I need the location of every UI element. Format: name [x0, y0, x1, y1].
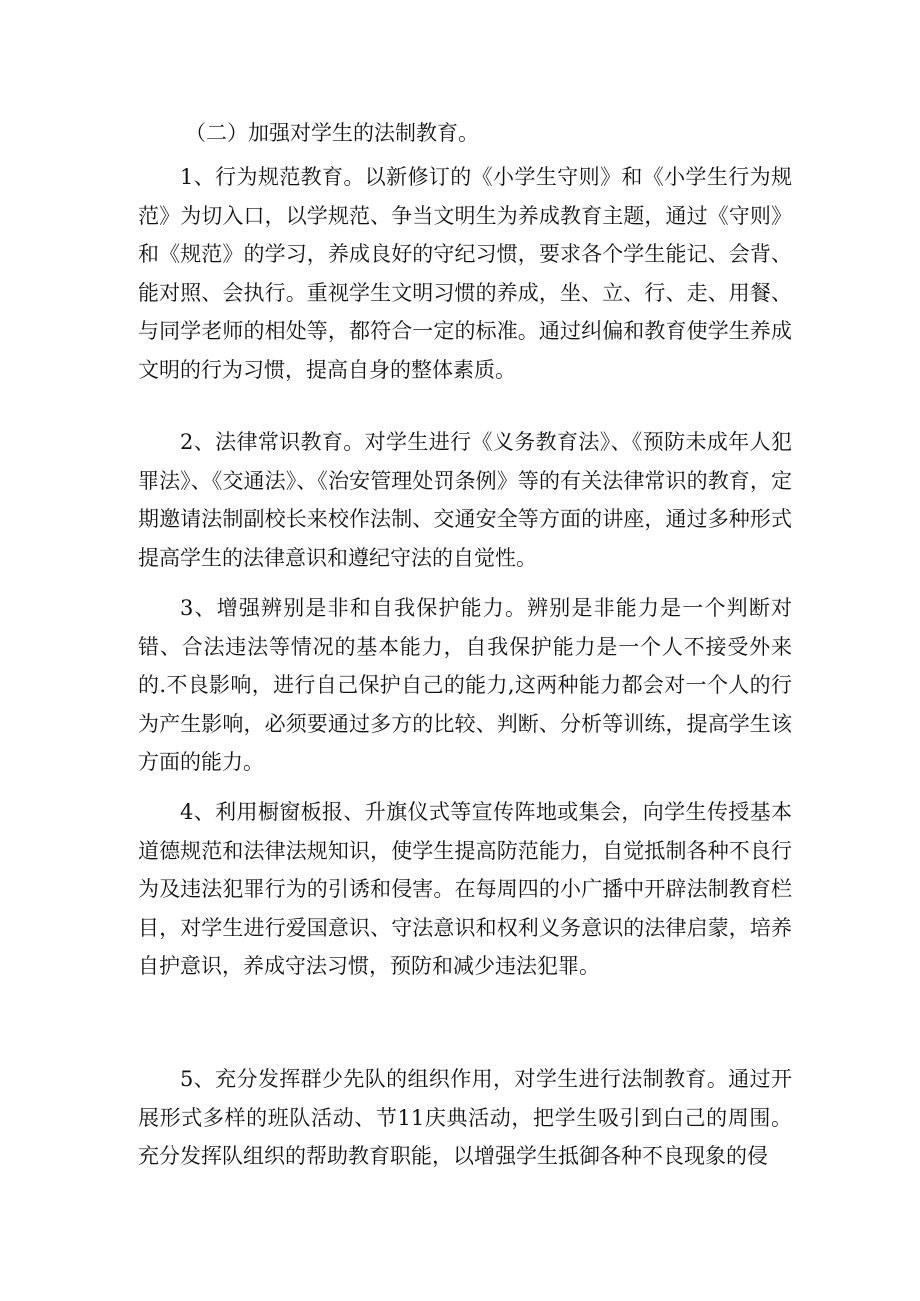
paragraph-legal-knowledge: 2、法律常识教育。对学生进行《义务教育法》、《预防未成年人犯罪法》、《交通法》、《治安管理处罚条例》等的有关法律常识的教育，定期邀请法制副校长来校作法制、交通安全等方面的讲座，通过多种形式提高学生的法律意识和遵纪守法的自觉性。 — [138, 430, 792, 570]
paragraph-publicity: 4、利用橱窗板报、升旗仪式等宣传阵地或集会，向学生传授基本道德规范和法律法规知识，使学生提高防范能力，自觉抵制各种不良行为及违法犯罪行为的引诱和侵害。在每周四的小广播中开辟法制教育栏目，对学生进行爱国意识、守法意识和权利义务意识的法律启蒙，培养自护意识，养成守法习惯，预防和减少违法犯罪。 — [138, 800, 792, 978]
paragraph-self-protection: 3、增强辨别是非和自我保护能力。辨别是非能力是一个判断对错、合法违法等情况的基本能力，自我保护能力是一个人不接受外来的.不良影响，进行自己保护自己的能力,这两种能力都会对一个人的行为产生影响，必须要通过多方的比较、判断、分析等训练，提高学生该方面的能力。 — [138, 596, 792, 774]
paragraph-behavior-norms: 1、行为规范教育。以新修订的《小学生守则》和《小学生行为规范》为切入口，以学规范、争当文明生为养成教育主题，通过《守则》和《规范》的学习，养成良好的守纪习惯，要求各个学生能记、会背、能对照、会执行。重视学生文明习惯的养成，坐、立、行、走、用餐、与同学老师的相处等，都符合一定的标准。通过纠偏和教育使学生养成文明的行为习惯，提高自身的整体素质。 — [138, 165, 792, 382]
section-heading: （二）加强对学生的法制教育。 — [185, 121, 479, 145]
paragraph-young-pioneers: 5、充分发挥群少先队的组织作用，对学生进行法制教育。通过开展形式多样的班队活动、节11庆典活动，把学生吸引到白己的周围。充分发挥队组织的帮助教育职能，以增强学生抵御各种不良现象的侵 — [138, 1067, 792, 1168]
